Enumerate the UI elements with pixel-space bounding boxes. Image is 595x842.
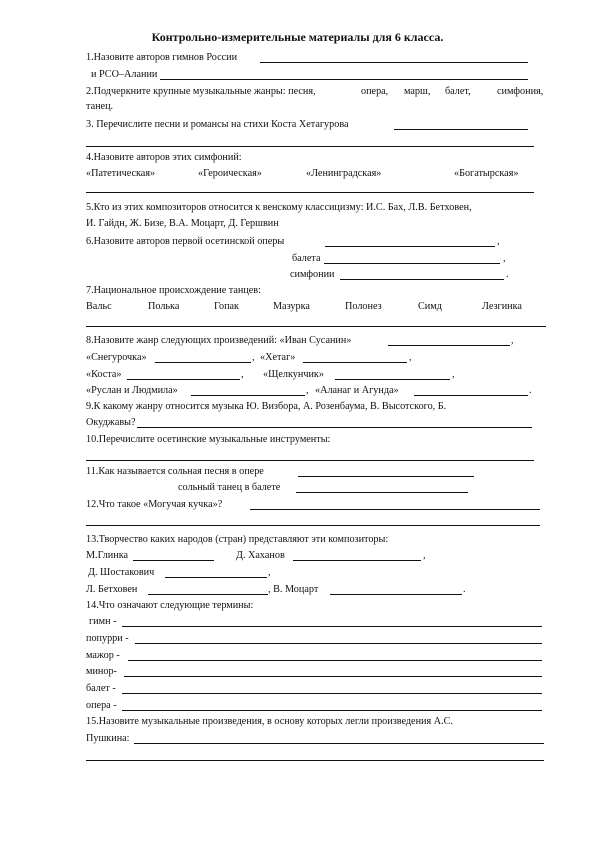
q6-symphony-label: симфонии bbox=[290, 269, 335, 280]
q8-snegurochka: «Снегурочка» bbox=[86, 352, 147, 363]
q6-answer-opera[interactable] bbox=[325, 246, 495, 247]
q6-answer-ballet[interactable] bbox=[324, 263, 500, 264]
q13-comma-1: , bbox=[423, 550, 426, 561]
q10-text: 10.Перечислите осетинские музыкальные инструменты: bbox=[86, 434, 331, 445]
q8-answer-susanin[interactable] bbox=[388, 345, 510, 346]
q7-dance-4: Мазурка bbox=[273, 301, 310, 312]
q14-answer-ballet[interactable] bbox=[122, 693, 542, 694]
q1-text-2: и РСО–Алании bbox=[91, 69, 158, 80]
q13-dot: . bbox=[463, 584, 466, 595]
q14-answer-opera[interactable] bbox=[122, 710, 542, 711]
q2-genre-dance[interactable]: танец. bbox=[86, 101, 114, 112]
q15-text-2: Пушкина: bbox=[86, 733, 130, 744]
q15-answer-line-2[interactable] bbox=[86, 760, 544, 761]
q7-text: 7.Национальное происхождение танцев: bbox=[86, 285, 261, 296]
q7-dance-3: Гопак bbox=[214, 301, 240, 312]
q9-text-2: Окуджавы? bbox=[86, 417, 136, 428]
q14-text: 14.Что означают следующие термины: bbox=[86, 600, 254, 611]
q4-symphony-4: «Богатырская» bbox=[454, 168, 519, 179]
q6-dot: . bbox=[506, 269, 509, 280]
q14-term-potpourri: попурри - bbox=[86, 633, 129, 644]
q8-answer-khetag[interactable] bbox=[303, 362, 407, 363]
q13-shostakovich: Д. Шостакович bbox=[88, 567, 155, 578]
q7-dance-7: Лезгинка bbox=[482, 301, 522, 312]
q8-dot: . bbox=[529, 385, 532, 396]
q6-ballet-label: балета bbox=[292, 253, 321, 264]
q8-comma-4: , bbox=[241, 369, 244, 380]
q7-dance-1: Вальс bbox=[86, 301, 112, 312]
q8-alanag: «Аланаг и Агунда» bbox=[315, 385, 399, 396]
q13-khakhanov: Д. Хаханов bbox=[236, 550, 285, 561]
q4-answer-line[interactable] bbox=[86, 192, 534, 193]
q11-text-2: сольный танец в балете bbox=[178, 482, 281, 493]
q8-kosta: «Коста» bbox=[86, 369, 122, 380]
q13-answer-khakhanov[interactable] bbox=[293, 560, 421, 561]
q6-answer-symphony[interactable] bbox=[340, 279, 504, 280]
q8-khetag: «Хетаг» bbox=[260, 352, 296, 363]
page-title: Контрольно-измерительные материалы для 6 класса. bbox=[151, 30, 444, 44]
q2-genre-symphony[interactable]: симфония, bbox=[497, 86, 544, 97]
q14-term-ballet: балет - bbox=[86, 683, 116, 694]
q3-text: 3. Перечислите песни и романсы на стихи Коста Хетагурова bbox=[86, 119, 349, 130]
q9-text: 9.К какому жанру относится музыка Ю. Визбора, А. Розенбаума, В. Высотского, Б. bbox=[86, 401, 447, 412]
q14-term-opera: опера - bbox=[86, 700, 117, 711]
q8-comma-5: , bbox=[452, 369, 455, 380]
q2-text: 2.Подчеркните крупные музыкальные жанры: песня, bbox=[86, 86, 316, 97]
q7-dance-6: Симд bbox=[418, 301, 442, 312]
q8-answer-alanag[interactable] bbox=[414, 395, 528, 396]
q13-beethoven: Л. Бетховен bbox=[86, 584, 138, 595]
q4-symphony-1: «Патетическая» bbox=[86, 168, 156, 179]
q13-glinka: М.Глинка bbox=[86, 550, 129, 561]
q13-answer-glinka[interactable] bbox=[133, 560, 214, 561]
q3-answer-line-2[interactable] bbox=[86, 146, 534, 147]
q12-answer-line-1[interactable] bbox=[250, 509, 540, 510]
q7-answer-line[interactable] bbox=[86, 326, 546, 327]
q14-term-minor: минор- bbox=[86, 666, 117, 677]
q13-answer-shostakovich[interactable] bbox=[165, 577, 267, 578]
q6-comma-1: , bbox=[497, 236, 500, 247]
q11-text: 11.Как называется сольная песня в опере bbox=[86, 466, 264, 477]
q14-answer-anthem[interactable] bbox=[122, 626, 542, 627]
q5-text-2: И. Гайдн, Ж. Бизе, В.А. Моцарт, Д. Гершвин bbox=[86, 218, 279, 229]
q8-answer-snegurochka[interactable] bbox=[155, 362, 251, 363]
q8-text: 8.Назовите жанр следующих произведений: «Иван Сусанин» bbox=[86, 335, 352, 346]
q15-answer-line-1[interactable] bbox=[134, 743, 544, 744]
q6-comma-2: , bbox=[503, 253, 506, 264]
q9-answer-line[interactable] bbox=[137, 427, 532, 428]
q2-genre-march[interactable]: марш, bbox=[404, 86, 431, 97]
q11-answer-song[interactable] bbox=[298, 476, 474, 477]
q8-answer-nutcracker[interactable] bbox=[335, 379, 450, 380]
q8-answer-kosta[interactable] bbox=[127, 379, 240, 380]
q14-answer-minor[interactable] bbox=[124, 676, 542, 677]
q12-answer-line-2[interactable] bbox=[86, 525, 540, 526]
q4-symphony-3: «Ленинградская» bbox=[306, 168, 382, 179]
q7-dance-5: Полонез bbox=[345, 301, 382, 312]
q1-answer-line-1[interactable] bbox=[260, 62, 528, 63]
q8-answer-ruslan[interactable] bbox=[191, 395, 305, 396]
q15-text: 15.Назовите музыкальные произведения, в основу которых легли произведения А.С. bbox=[86, 716, 453, 727]
q1-text: 1.Назовите авторов гимнов России bbox=[86, 52, 238, 63]
q8-comma-1: , bbox=[511, 335, 514, 346]
q8-comma-6: , bbox=[306, 385, 309, 396]
q14-answer-potpourri[interactable] bbox=[135, 643, 542, 644]
q14-answer-major[interactable] bbox=[128, 660, 542, 661]
q14-term-anthem: гимн - bbox=[89, 616, 117, 627]
q8-ruslan: «Руслан и Людмила» bbox=[86, 385, 178, 396]
q8-comma-2: , bbox=[252, 352, 255, 363]
q2-genre-ballet[interactable]: балет, bbox=[445, 86, 471, 97]
q3-answer-line-1[interactable] bbox=[394, 129, 528, 130]
q13-answer-mozart[interactable] bbox=[330, 594, 462, 595]
q7-dance-2: Полька bbox=[148, 301, 180, 312]
q14-term-major: мажор - bbox=[86, 650, 120, 661]
q1-answer-line-2[interactable] bbox=[160, 79, 528, 80]
q13-text: 13.Творчество каких народов (стран) представляют эти композиторы: bbox=[86, 534, 389, 545]
q13-comma-2: , bbox=[268, 567, 271, 578]
q6-text: 6.Назовите авторов первой осетинской оперы bbox=[86, 236, 285, 247]
q13-answer-beethoven[interactable] bbox=[148, 594, 268, 595]
q4-symphony-2: «Героическая» bbox=[198, 168, 262, 179]
q13-mozart: , В. Моцарт bbox=[268, 584, 319, 595]
q5-text: 5.Кто из этих композиторов относится к венскому классицизму: И.С. Бах, Л.В. Бетховен, bbox=[86, 202, 472, 213]
q12-text: 12.Что такое «Могучая кучка»? bbox=[86, 499, 223, 510]
q8-comma-3: , bbox=[409, 352, 412, 363]
q8-nutcracker: «Щелкунчик» bbox=[263, 369, 324, 380]
q11-answer-dance[interactable] bbox=[296, 492, 468, 493]
q4-text: 4.Назовите авторов этих симфоний: bbox=[86, 152, 242, 163]
q2-genre-opera[interactable]: опера, bbox=[361, 86, 389, 97]
q10-answer-line[interactable] bbox=[86, 460, 534, 461]
